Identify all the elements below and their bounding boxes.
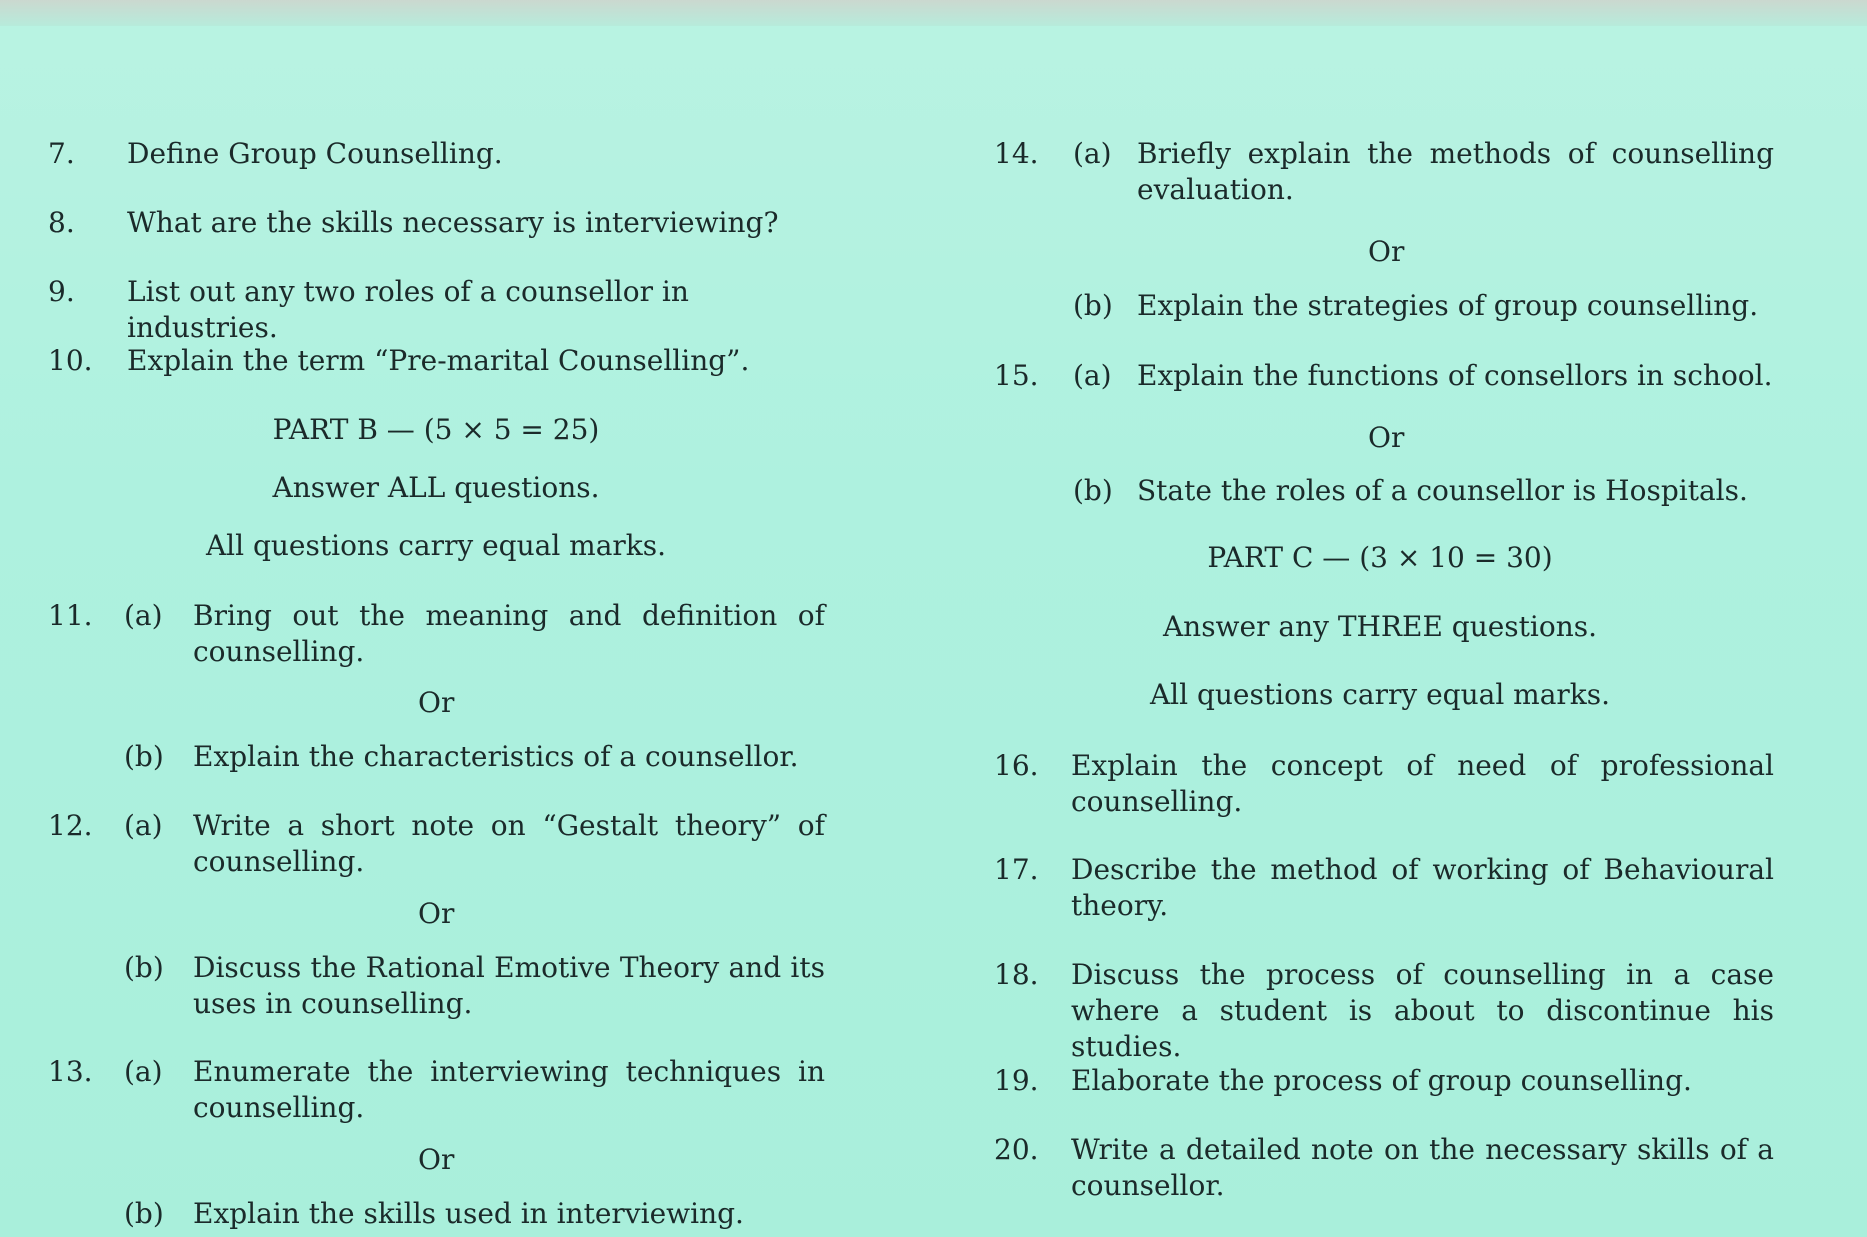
question-number: 15. (994, 359, 1039, 392)
question-text: Describe the method of working of Behavioural theory. (1071, 853, 1774, 922)
part-c-heading: PART C — (3 × 10 = 30) (1207, 541, 1553, 574)
part-c-instruction: Answer any THREE questions. (1162, 610, 1598, 643)
question-14 (994, 136, 1784, 326)
scan-edge (0, 0, 1867, 26)
question-number: 11. (48, 599, 93, 632)
question-text: Write a detailed note on the necessary skills of a counsellor. (1071, 1133, 1774, 1202)
option-b-text: Explain the strategies of group counselling. (1137, 289, 1759, 322)
question-text: Discuss the process of counselling in a case where a student is about to discontinue his studies. (1071, 958, 1774, 1063)
option-b-label: (b) (124, 951, 164, 984)
option-a-text: Enumerate the interviewing techniques in counselling. (193, 1055, 825, 1124)
question-number: 19. (994, 1064, 1039, 1097)
question-number: 7. (48, 137, 75, 170)
question-number: 16. (994, 749, 1039, 782)
part-c-note: All questions carry equal marks. (1149, 678, 1611, 711)
option-a-text: Bring out the meaning and definition of counselling. (193, 599, 825, 668)
question-11 (48, 598, 828, 808)
question-text: What are the skills necessary is interviewing? (127, 206, 779, 239)
or-separator: Or (418, 1143, 455, 1176)
option-b-label: (b) (1073, 289, 1113, 322)
question-number: 12. (48, 809, 93, 842)
option-a-label: (a) (124, 1055, 163, 1088)
part-b-note: All questions carry equal marks. (205, 529, 667, 562)
question-text: List out any two roles of a counsellor in industries. (127, 275, 689, 344)
question-text: Explain the concept of need of professional counselling. (1071, 749, 1774, 818)
option-a-text: Briefly explain the methods of counselling evaluation. (1137, 137, 1774, 206)
question-text: Elaborate the process of group counselling. (1071, 1064, 1692, 1097)
or-separator: Or (1368, 421, 1405, 454)
option-a-label: (a) (124, 599, 163, 632)
question-15 (994, 358, 1784, 508)
option-a-text: Explain the functions of consellors in school. (1137, 359, 1773, 392)
question-number: 17. (994, 853, 1039, 886)
question-number: 14. (994, 137, 1039, 170)
option-b-label: (b) (124, 740, 164, 773)
part-b-instruction: Answer ALL questions. (272, 471, 600, 504)
option-b-label: (b) (124, 1197, 164, 1230)
or-separator: Or (1368, 235, 1405, 268)
option-b-label: (b) (1073, 474, 1113, 507)
question-number: 9. (48, 275, 75, 308)
question-text: Explain the term “Pre-marital Counselling”. (127, 344, 750, 377)
option-a-label: (a) (1073, 137, 1112, 170)
option-b-text: Discuss the Rational Emotive Theory and its uses in counselling. (193, 951, 825, 1020)
question-12 (48, 808, 828, 1038)
option-b-text: State the roles of a counsellor is Hospitals. (1137, 474, 1748, 507)
question-number: 20. (994, 1133, 1039, 1166)
option-a-text: Write a short note on “Gestalt theory” of counselling. (193, 809, 825, 878)
part-b-heading: PART B — (5 × 5 = 25) (272, 413, 600, 446)
question-number: 13. (48, 1055, 93, 1088)
option-a-label: (a) (124, 809, 163, 842)
question-number: 10. (48, 344, 93, 377)
option-b-text: Explain the characteristics of a counsellor. (193, 740, 799, 773)
or-separator: Or (418, 897, 455, 930)
question-number: 18. (994, 958, 1039, 991)
option-b-text: Explain the skills used in interviewing. (193, 1197, 744, 1230)
question-text: Define Group Counselling. (127, 137, 503, 170)
question-number: 8. (48, 206, 75, 239)
or-separator: Or (418, 686, 455, 719)
question-13 (48, 1054, 828, 1234)
option-a-label: (a) (1073, 359, 1112, 392)
